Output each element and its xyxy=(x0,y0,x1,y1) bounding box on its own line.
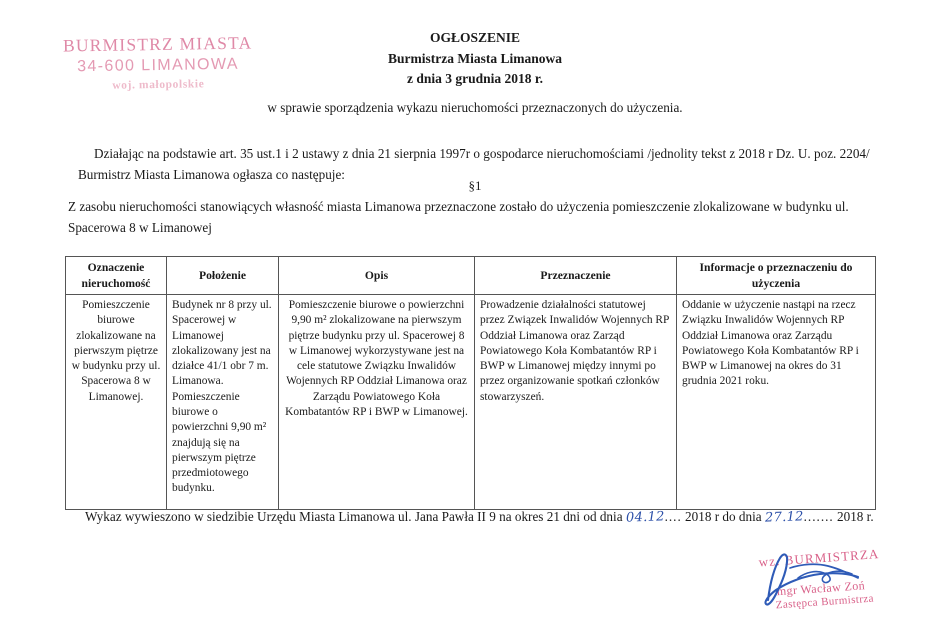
office-stamp-line-2: 34-600 LIMANOWA xyxy=(77,55,240,75)
handwritten-signature-icon xyxy=(754,544,944,616)
table-header-przeznaczenie: Przeznaczenie xyxy=(475,257,677,295)
cell-polozenie: Budynek nr 8 przy ul. Spacerowej w Limanowej zlokalizowany jest na działce 41/1 obr 7 m. Limanowa. Pomieszczenie biurowe o powierzchni 9,90 m² znajdują się na pierwszym piętrze przedmiotowego budynku. xyxy=(167,295,279,510)
table-header-opis: Opis xyxy=(279,257,475,295)
table-header-oznaczenie: Oznaczenie nieruchomość xyxy=(66,257,167,295)
cell-przeznaczenie: Prowadzenie działalności statutowej przez Związek Inwalidów Wojennych RP Oddział Limanowa oraz Zarząd Powiatowego Koła Kombatantów RP i BWP w Limanowej między innymi po przez organizowanie spotkań członków stowarzyszeń. xyxy=(475,295,677,510)
title-line-date: z dnia 3 grudnia 2018 r. xyxy=(406,71,544,87)
posting-text-part-2: 2018 r do dnia xyxy=(685,509,762,524)
office-stamp-line-1: BURMISTRZ MIASTA xyxy=(62,32,253,56)
posting-period-line xyxy=(85,509,885,525)
signature-stamp-text xyxy=(758,542,947,613)
title-line-authority: Burmistrza Miasta Limanowa xyxy=(388,50,562,66)
signature-stamp-line-2: mgr Wacław Zoń xyxy=(776,578,866,599)
table-header-row xyxy=(66,257,876,295)
cell-informacje: Oddanie w użyczenie nastąpi na rzecz Związku Inwalidów Wojennych RP Oddział Limanowa oraz Zarządu Powiatowego Koła Kombatantów RP i BWP w Limanowej na okres do 31 grudnia 2021 roku. xyxy=(677,295,876,510)
office-stamp-line-3: woj. małopolskie xyxy=(112,77,205,92)
dots-leader-1: .... xyxy=(664,509,682,524)
notice-table xyxy=(65,256,876,510)
handwritten-date-from: 04.12 xyxy=(625,509,665,526)
table-header-polozenie: Położenie xyxy=(167,257,279,295)
signature-stamp-line-1: wz. BURMISTRZA xyxy=(758,546,880,570)
dots-leader-2: ....... xyxy=(803,509,834,524)
title-line-ogloszenie: OGŁOSZENIE xyxy=(429,30,521,45)
posting-text-part-1: Wykaz wywieszono w siedzibie Urzędu Miasta Limanowa ul. Jana Pawła II 9 na okres 21 dni od dnia xyxy=(85,509,623,524)
table-header-informacje: Informacje o przeznaczeniu do użyczenia xyxy=(677,257,876,295)
signature-block xyxy=(760,548,945,618)
notice-table-wrapper xyxy=(65,256,875,510)
posting-text-part-3: 2018 r. xyxy=(837,509,874,524)
section-mark-1: §1 xyxy=(468,178,482,193)
cell-oznaczenie: Pomieszczenie biurowe zlokalizowane na pierwszym piętrze w budynku przy ul. Spacerowa 8 w Limanowej. xyxy=(66,295,167,510)
paragraph-legal-basis: Działając na podstawie art. 35 ust.1 i 2 ustawy z dnia 21 sierpnia 1997r o gospodarce nieruchomościami /jednolity tekst z 2018 r Dz. U. poz. 2204/ Burmistrz Miasta Limanowa ogłasza co następuje: xyxy=(78,146,870,183)
table-row xyxy=(66,295,876,510)
document-title xyxy=(0,28,950,90)
document-subtitle: w sprawie sporządzenia wykazu nieruchomości przeznaczonych do użyczenia. xyxy=(267,100,683,115)
cell-opis: Pomieszczenie biurowe o powierzchni 9,90 m² zlokalizowane na pierwszym piętrze budynku przy ul. Spacerowej 8 w Limanowej wykorzystywane jest na cele statutowe Związku Inwalidów Wojennych RP Oddział Limanowa oraz Zarządu Powiatowego Koła Kombatantów RP i BWP w Limanowej. xyxy=(279,295,475,510)
signature-stamp-line-3: Zastępca Burmistrza xyxy=(775,592,875,612)
paragraph-scope: Z zasobu nieruchomości stanowiących własność miasta Limanowa przeznaczone zostało do użyczenia pomieszczenie zlokalizowane w budynku ul. Spacerowa 8 w Limanowej xyxy=(68,199,849,236)
handwritten-date-to: 27.12 xyxy=(764,509,804,526)
